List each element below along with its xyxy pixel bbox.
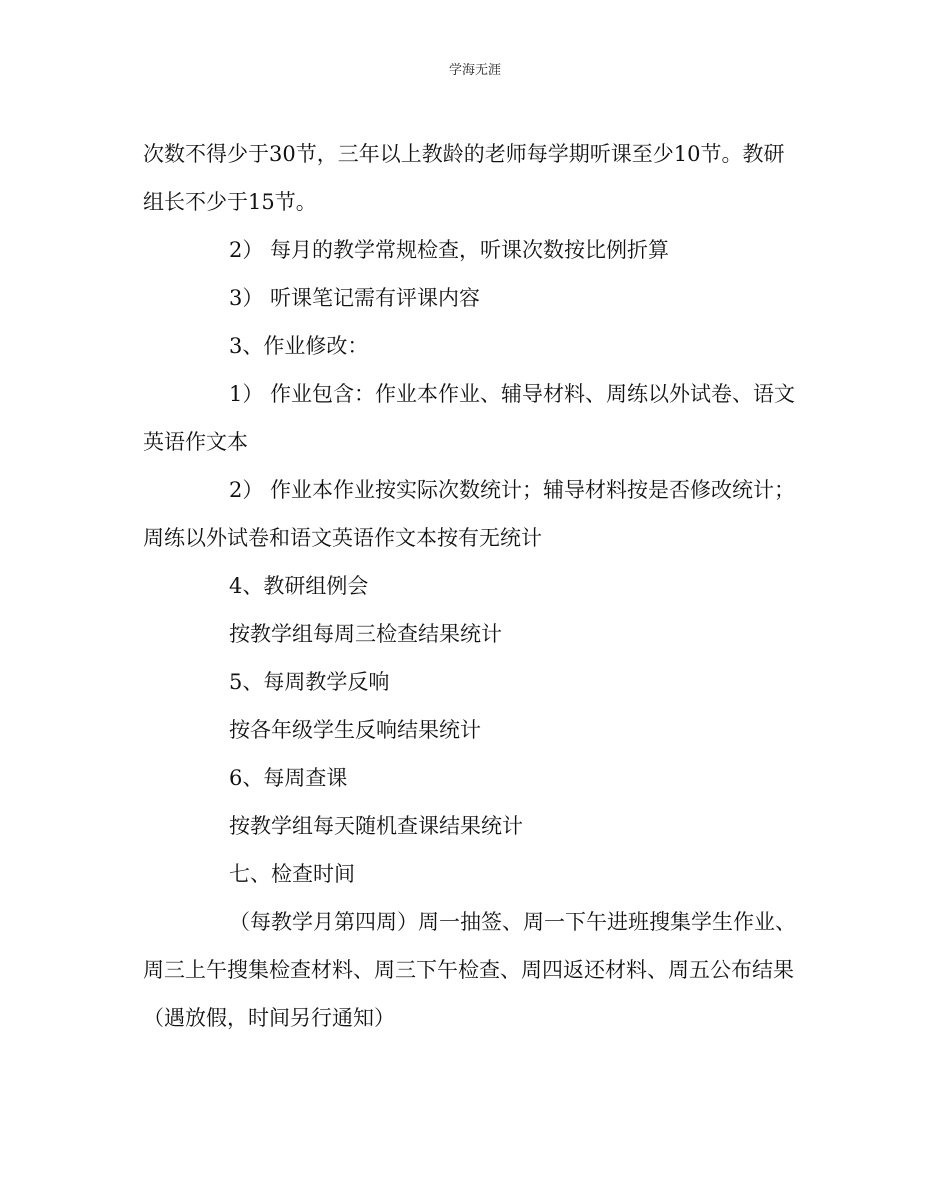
paragraph: 按教学组每天随机查课结果统计: [229, 814, 523, 838]
section-heading: 5、每周教学反响: [229, 670, 390, 694]
section-heading: 七、检查时间: [229, 862, 355, 886]
page-header: 学海无涯: [448, 63, 501, 78]
section-heading: 6、每周查课: [229, 766, 348, 790]
document-body: [143, 130, 798, 1042]
paragraph: 按各年级学生反响结果统计: [229, 718, 481, 742]
section-heading: 4、教研组例会: [229, 574, 369, 598]
paragraph: 2） 每月的教学常规检查，听课次数按比例折算: [229, 238, 670, 262]
paragraph: （每教学月第四周）周一抽签、周一下午进班搜集学生作业、周三上午搜集检查材料、周三下午检查、周四返还材料、周五公布结果（遇放假，时间另行通知）: [143, 910, 796, 1030]
paragraph: 1） 作业包含：作业本作业、辅导材料、周练以外试卷、语文英语作文本: [143, 382, 796, 454]
paragraph: 3） 听课笔记需有评课内容: [229, 286, 481, 310]
paragraph: 按教学组每周三检查结果统计: [229, 622, 502, 646]
paragraph: 次数不得少于30节，三年以上教龄的老师每学期听课至少10节。教研组长不少于15节。: [143, 142, 785, 214]
section-heading: 3、作业修改：: [229, 334, 369, 358]
paragraph: 2） 作业本作业按实际次数统计；辅导材料按是否修改统计；周练以外试卷和语文英语作文本按有无统计: [143, 478, 796, 550]
